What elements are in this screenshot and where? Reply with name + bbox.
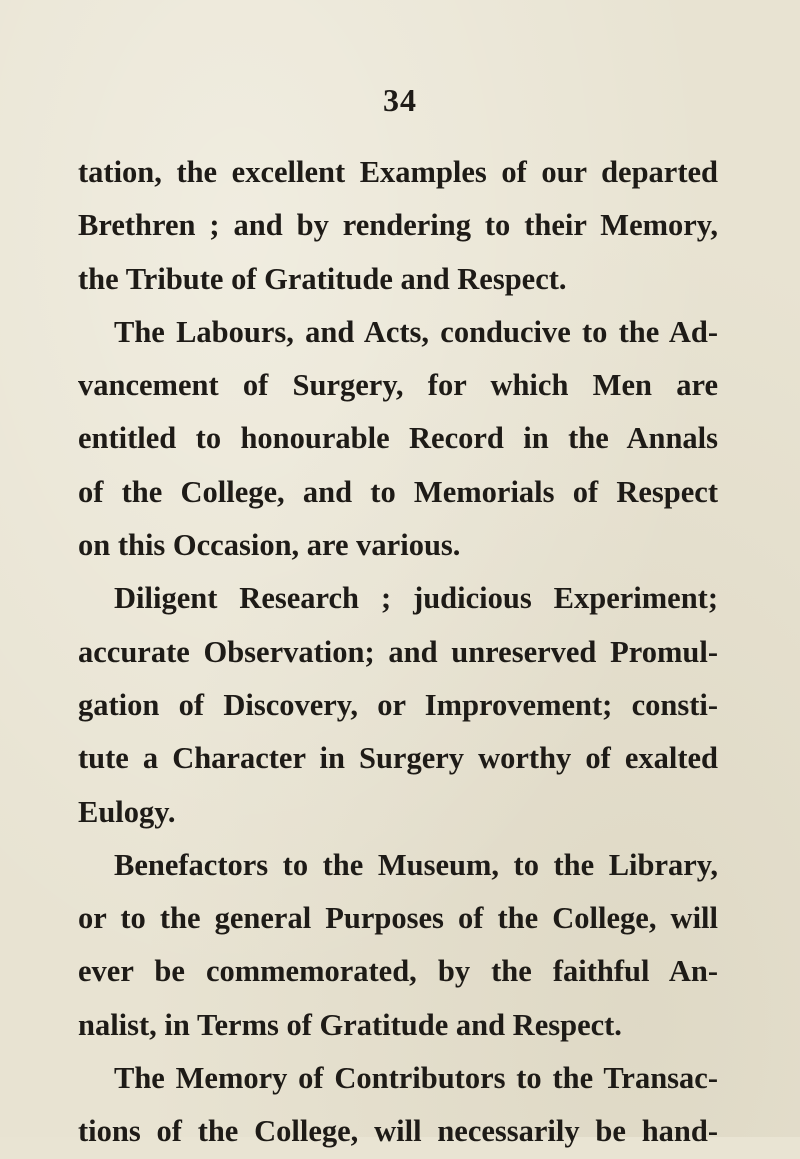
paragraph xyxy=(78,1052,718,1159)
text-line: tation, the excellent Examples of our departed xyxy=(78,155,718,189)
paragraph xyxy=(78,306,718,572)
text-line: The Labours, and Acts, conducive to the Ad- xyxy=(114,314,718,349)
text-line: Benefactors to the Museum, to the Library, xyxy=(114,847,718,882)
text-line: entitled to honourable Record in the Annals xyxy=(78,421,718,456)
page-number: 34 xyxy=(383,82,417,118)
text-line: ever be commemorated, by the faithful An- xyxy=(78,954,718,989)
body-text xyxy=(78,146,718,1159)
text-line: vancement of Surgery, for which Men are xyxy=(78,368,718,403)
text-line: accurate Observation; and unreserved Promul- xyxy=(78,634,718,669)
paragraph xyxy=(78,572,718,838)
text-line: tions of the College, will necessarily be hand- xyxy=(78,1114,718,1149)
text-line: gation of Discovery, or Improvement; consti- xyxy=(78,687,718,722)
paragraph xyxy=(78,839,718,1052)
text-line: or to the general Purposes of the College, will xyxy=(78,901,718,936)
text-line: on this Occasion, are various. xyxy=(78,528,461,563)
text-line: Eulogy. xyxy=(78,794,176,829)
text-line: Diligent Research ; judicious Experiment; xyxy=(114,581,718,616)
text-line: of the College, and to Memorials of Respect xyxy=(78,474,718,509)
text-line: tute a Character in Surgery worthy of exalted xyxy=(78,741,718,776)
text-line: the Tribute of Gratitude and Respect. xyxy=(78,261,567,296)
text-line: Brethren ; and by rendering to their Memory, xyxy=(78,208,718,243)
text-line: nalist, in Terms of Gratitude and Respect. xyxy=(78,1007,622,1042)
text-line: The Memory of Contributors to the Transac- xyxy=(114,1061,718,1096)
paragraph xyxy=(78,146,718,306)
